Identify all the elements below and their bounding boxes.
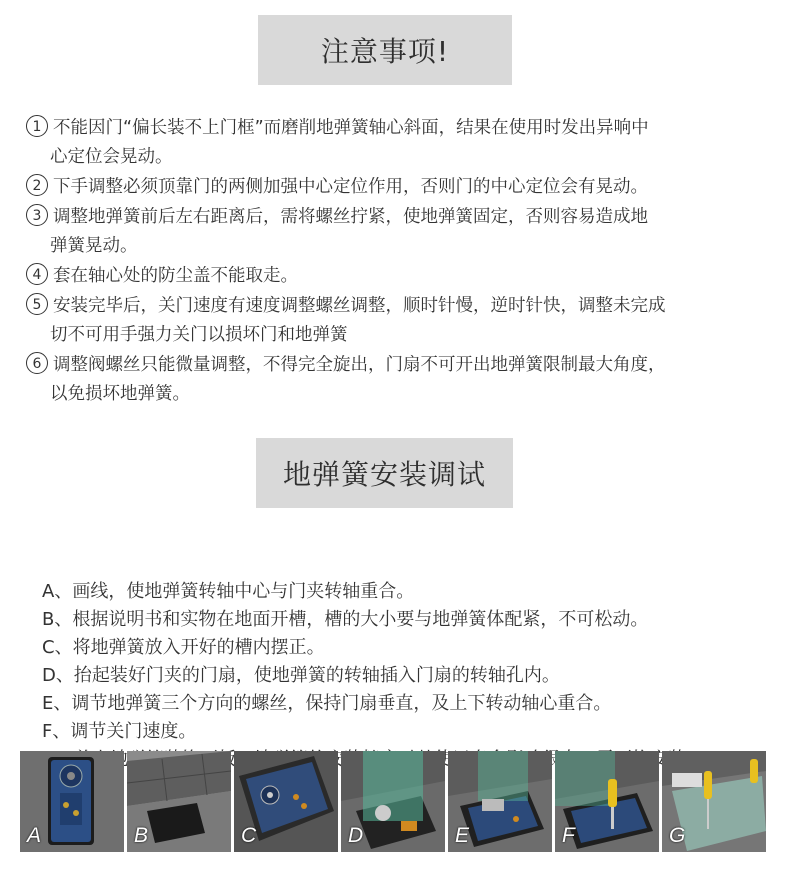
note-line: 套在轴心处的防尘盖不能取走。	[53, 266, 298, 286]
circled-number: 3	[26, 204, 48, 226]
install-steps-list	[42, 578, 790, 774]
note-line-cont: 切不可用手强力关门以损坏门和地弹簧	[50, 325, 348, 345]
note-line: 下手调整必须顶靠门的两侧加强中心定位作用，否则门的中心定位会有晃动。	[53, 177, 648, 197]
install-step: B、根据说明书和实物在地面开槽，槽的大小要与地弹簧体配紧，不可松动。	[42, 609, 649, 630]
circled-number: 5	[26, 293, 48, 315]
section-title-notes: 注意事项!	[258, 15, 512, 85]
thumb-label: E	[455, 824, 470, 847]
install-step: C、将地弹簧放入开好的槽内摆正。	[42, 637, 325, 658]
note-line: 调整地弹簧前后左右距离后，需将螺丝拧紧，使地弹簧固定，否则容易造成地	[53, 207, 648, 227]
note-line-cont: 以免损坏地弹簧。	[50, 384, 190, 404]
note-line-cont: 弹簧晃动。	[50, 236, 138, 256]
thumb-label: B	[134, 824, 149, 847]
note-item	[26, 114, 766, 172]
note-item	[26, 292, 766, 350]
section-title-install: 地弹簧安装调试	[256, 438, 513, 508]
note-line-cont: 心定位会晃动。	[50, 147, 173, 167]
notes-list	[26, 114, 766, 410]
circled-number: 2	[26, 174, 48, 196]
install-step: E、调节地弹簧三个方向的螺丝，保持门扇垂直，及上下转动轴心重合。	[42, 693, 612, 714]
install-photo-d	[341, 751, 445, 852]
note-item	[26, 173, 766, 202]
note-item	[26, 351, 766, 409]
thumb-label: D	[348, 824, 364, 847]
thumb-label: F	[562, 824, 575, 847]
thumb-label: G	[669, 824, 686, 847]
note-line: 调整阀螺丝只能微量调整，不得完全旋出，门扇不可开出地弹簧限制最大角度，	[53, 355, 666, 375]
install-photo-c	[234, 751, 338, 852]
circled-number: 1	[26, 115, 48, 137]
note-line: 不能因门“偏长装不上门框”而磨削地弹簧轴心斜面，结果在使用时发出异响中	[53, 118, 649, 138]
install-step: D、抬起装好门夹的门扇，使地弹簧的转轴插入门扇的转轴孔内。	[42, 665, 560, 686]
install-step: A、画线，使地弹簧转轴中心与门夹转轴重合。	[42, 581, 415, 602]
note-item	[26, 203, 766, 261]
install-photo-strip	[20, 751, 770, 852]
install-photo-f	[555, 751, 659, 852]
install-photo-g	[662, 751, 766, 852]
note-item	[26, 262, 766, 291]
circled-number: 6	[26, 352, 48, 374]
thumb-label: C	[241, 824, 257, 847]
install-photo-a	[20, 751, 124, 852]
thumb-label: A	[27, 824, 42, 847]
install-photo-e	[448, 751, 552, 852]
install-photo-b	[127, 751, 231, 852]
install-step: F、调节关门速度。	[42, 721, 197, 742]
note-line: 安装完毕后，关门速度有速度调整螺丝调整，顺时针慢，逆时针快，调整未完成	[53, 296, 666, 316]
circled-number: 4	[26, 263, 48, 285]
